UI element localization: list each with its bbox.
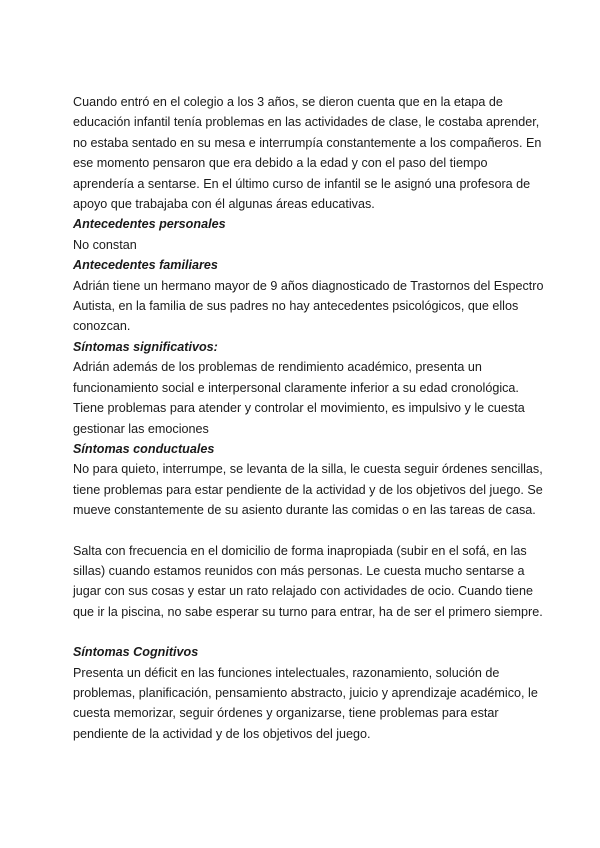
paragraph-line: Adrián además de los problemas de rendimiento académico, presenta un	[73, 360, 482, 375]
paragraph-line: Adrián tiene un hermano mayor de 9 años diagnosticado de Trastornos del Espectro	[73, 278, 544, 293]
body-paragraph	[73, 357, 533, 439]
paragraph-line: pendiente de la actividad y de los objetivos del juego.	[73, 726, 371, 741]
paragraph-line: sillas) cuando estamos reunidos con más personas. Le cuesta mucho sentarse a	[73, 563, 525, 578]
body-paragraph	[73, 92, 542, 214]
paragraph-line: conozcan.	[73, 319, 131, 334]
paragraph-line: problemas, planificación, pensamiento abstracto, juicio y aprendizaje académico, le	[73, 685, 538, 700]
paragraph-line: gestionar las emociones	[73, 421, 209, 436]
document-page	[73, 92, 544, 744]
body-paragraph	[73, 541, 543, 623]
paragraph-line: educación infantil tenía problemas en las actividades de clase, le costaba aprender,	[73, 115, 540, 130]
body-paragraph	[73, 276, 544, 337]
paragraph-spacer	[73, 521, 533, 541]
section-heading: Síntomas significativos:	[73, 339, 218, 354]
section-heading: Antecedentes personales	[73, 217, 226, 232]
body-paragraph	[73, 459, 543, 520]
paragraph-line: no estaba sentado en su mesa e interrumpía constantemente a los compañeros. En	[73, 135, 542, 150]
paragraph-line: Tiene problemas para atender y controlar el movimiento, es impulsivo y le cuesta	[73, 401, 525, 416]
paragraph-spacer	[73, 622, 533, 642]
paragraph-line: No para quieto, interrumpe, se levanta de la silla, le cuesta seguir órdenes sencillas,	[73, 462, 543, 477]
paragraph-line: Cuando entró en el colegio a los 3 años, se dieron cuenta que en la etapa de	[73, 95, 503, 109]
paragraph-line: tiene problemas para estar pendiente de la actividad y de los objetivos del juego. Se	[73, 482, 543, 497]
paragraph-line: jugar con sus cosas y estar un rato relajado con actividades de ocio. Cuando tiene	[73, 584, 533, 599]
section-heading: Antecedentes familiares	[73, 258, 218, 273]
paragraph-line: aprendería a sentarse. En el último curso de infantil se le asignó una profesora de	[73, 176, 531, 191]
paragraph-line: Presenta un déficit en las funciones intelectuales, razonamiento, solución de	[73, 665, 500, 680]
paragraph-line: Autista, en la familia de sus padres no hay antecedentes psicológicos, que ellos	[73, 299, 519, 314]
paragraph-line: cuesta memorizar, seguir órdenes y organizarse, tiene problemas para estar	[73, 706, 499, 721]
paragraph-line: No constan	[73, 237, 137, 252]
paragraph-line: mueve constantemente de su asiento durante las comidas o en las tareas de casa.	[73, 503, 536, 518]
paragraph-line: que ir la piscina, no sabe esperar su turno para entrar, ha de ser el primero siempre.	[73, 604, 543, 619]
body-paragraph	[73, 235, 533, 255]
body-paragraph	[73, 663, 538, 745]
section-heading: Síntomas conductuales	[73, 441, 215, 456]
paragraph-line: Salta con frecuencia en el domicilio de forma inapropiada (subir en el sofá, en las	[73, 543, 527, 558]
paragraph-line: ese momento pensaron que era debido a la edad y con el paso del tiempo	[73, 156, 488, 171]
paragraph-line: apoyo que trabajaba con él algunas áreas educativas.	[73, 197, 375, 212]
section-heading: Síntomas Cognitivos	[73, 645, 199, 660]
paragraph-line: funcionamiento social e interpersonal claramente inferior a su edad cronológica.	[73, 380, 519, 395]
